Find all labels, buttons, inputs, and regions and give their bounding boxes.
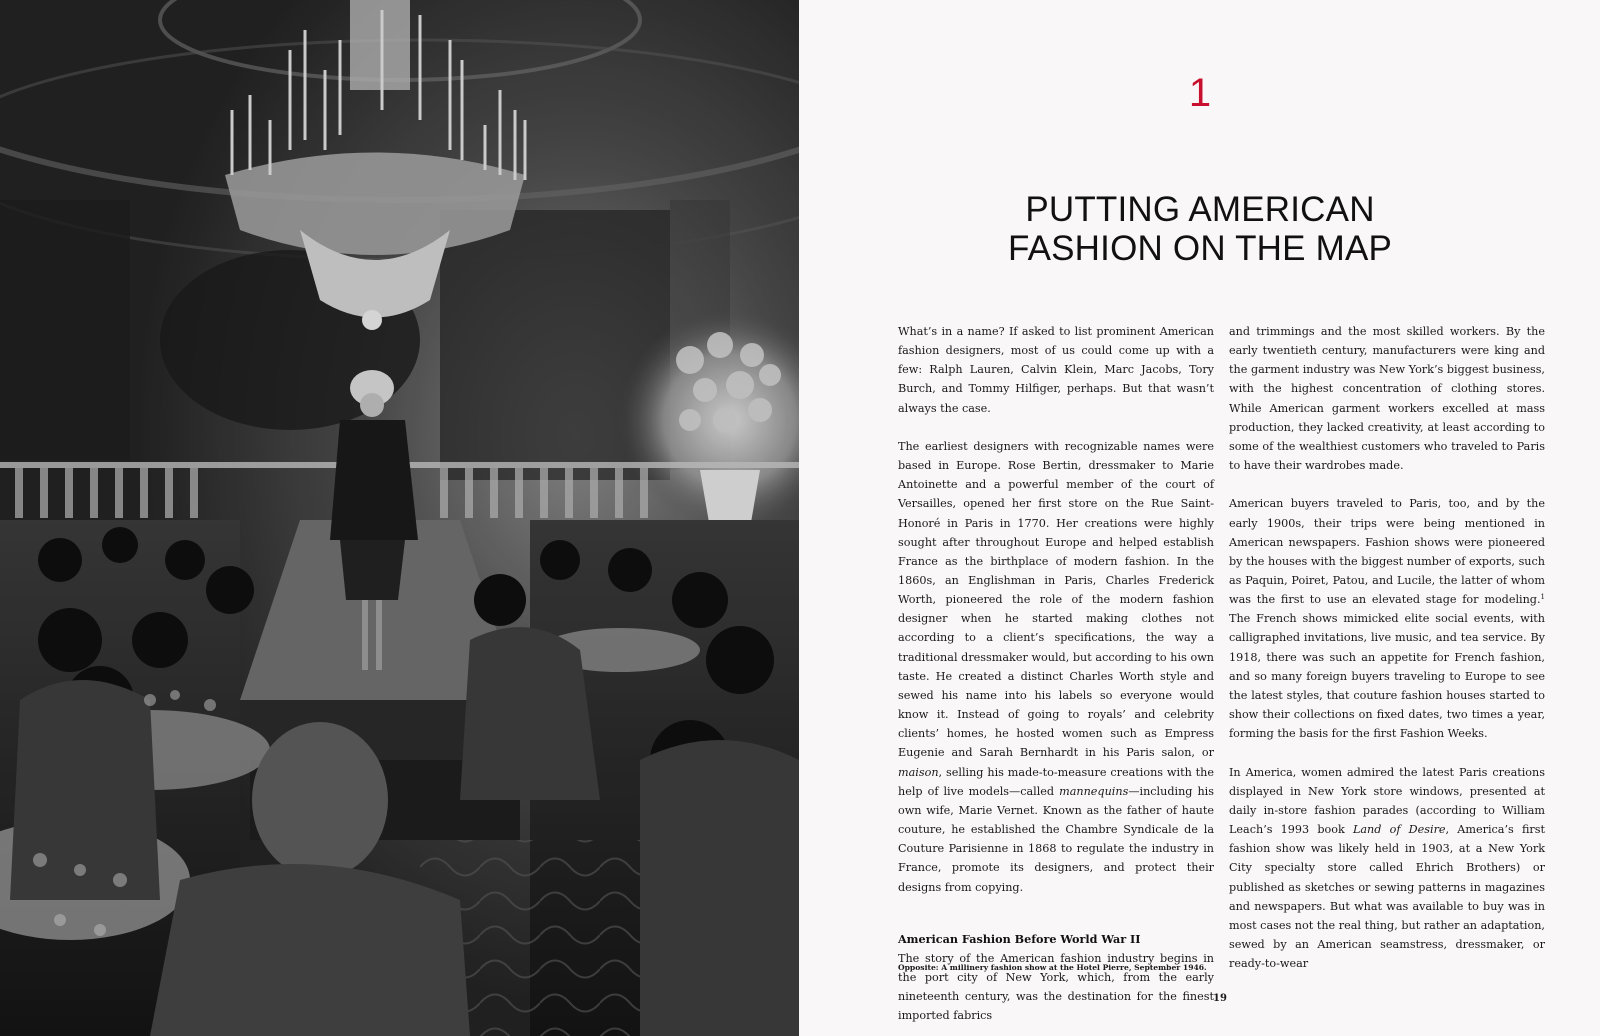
book-title: Land of Desire xyxy=(1352,823,1446,837)
paragraph-text: The French shows mimicked elite social events, with calligraphed invitations, live music, and tea service. By 1918, there was such an appetite for French fashion, and so many foreign buyers traveling to Europe to see the latest styles, that couture fashion houses started to show their collections on fixed dates, two times a year, forming the basis for the first Fashion Weeks. xyxy=(1229,612,1545,741)
paragraph xyxy=(1229,494,1545,743)
paragraph xyxy=(898,437,1214,897)
body-column-2 xyxy=(1229,322,1545,973)
italic-term: maison xyxy=(898,765,939,779)
paragraph-text: The earliest designers with recognizable names were based in Europe. Rose Bertin, dressmaker to Marie Antoinette and a powerful member of the court of Versailles, opened her first store on the Rue Saint-Honoré in Paris in 1770. Her creations were highly sought after throughout Europe and helped establish France as the birthplace of modern fashion. In the 1860s, an Englishman in Paris, Charles Frederick Worth, pioneered the role of the modern fashion designer when he started making clothes not according to a client’s specifications, the way a traditional dressmaker would, but according to his own taste. He created a distinct Charles Worth style and sewed his name into his labels so everyone would know it. Instead of going to royals’ and celebrity clients’ homes, he hosted women such as Empress Eugenie and Sarah Bernhardt in his Paris salon, or xyxy=(898,439,1214,760)
paragraph: The story of the American fashion industry begins in the port city of New York, which, from the early nineteenth century, was the destination for the finest imported fabrics xyxy=(898,951,1214,1023)
paragraph: What’s in a name? If asked to list prominent American fashion designers, most of us could come up with a few: Ralph Lauren, Calvin Klein, Marc Jacobs, Tory Burch, and Tommy Hilfiger, perhaps. But that wasn’t always the case. xyxy=(898,325,1214,415)
paragraph-text: American buyers traveled to Paris, too, and by the early 1900s, their trips were being mentioned in American newspapers. Fashion shows were pioneered by the houses with the biggest number of exports, such as Paquin, Poiret, Patou, and Lucile, the latter of whom was the first to use an elevated stage for modeling. xyxy=(1229,497,1545,607)
chapter-number: 1 xyxy=(1188,71,1212,115)
chapter-title xyxy=(940,190,1460,268)
fashion-show-photograph xyxy=(0,0,799,1036)
chapter-title-line-1: PUTTING AMERICAN xyxy=(1025,190,1375,229)
paragraph: and trimmings and the most skilled workers. By the early twentieth century, manufacturers were king and the garment industry was New York’s biggest business, with the highest concentration of clothing stores. While American garment workers excelled at mass production, they lacked creativity, at least according to some of the wealthiest customers who traveled to Paris to have their wardrobes made. xyxy=(1229,325,1545,473)
photo-caption: Opposite: A millinery fashion show at the Hotel Pierre, September 1946. xyxy=(898,963,1207,972)
paragraph-text: , selling his made-to-measure creations with the help of live models—called xyxy=(898,765,1214,798)
footnote-marker[interactable]: 1 xyxy=(1540,593,1545,602)
paragraph-text: —including his own wife, Marie Vernet. Known as the father of haute couture, he established the Chambre Syndicale de la Couture Parisienne in 1868 to regulate the industry in France, promote its designers, and protect their designs from copying. xyxy=(898,784,1214,894)
chapter-title-line-2: FASHION ON THE MAP xyxy=(1007,229,1393,268)
italic-term: mannequins xyxy=(1059,784,1129,798)
page-number: 19 xyxy=(1213,993,1227,1004)
paragraph-text: In America, women admired the latest Paris creations displayed in New York store windows, presented at daily in-store fashion parades (according to William Leach’s 1993 book xyxy=(1229,765,1545,837)
section-subheading: American Fashion Before World War II xyxy=(898,931,1141,946)
photo-illustration xyxy=(0,0,799,1036)
paragraph xyxy=(1229,763,1545,974)
paragraph-text: , America’s first fashion show was likely held in 1903, at a New York City specialty store called Ehrich Brothers) or published as sketches or sewing patterns in magazines and newspapers. But what was available to buy was in most cases not the real thing, but rather an adaptation, sewed by an American seamstress, dressmaker, or ready-to-wear xyxy=(1229,823,1545,971)
body-column-1 xyxy=(898,322,1214,1026)
